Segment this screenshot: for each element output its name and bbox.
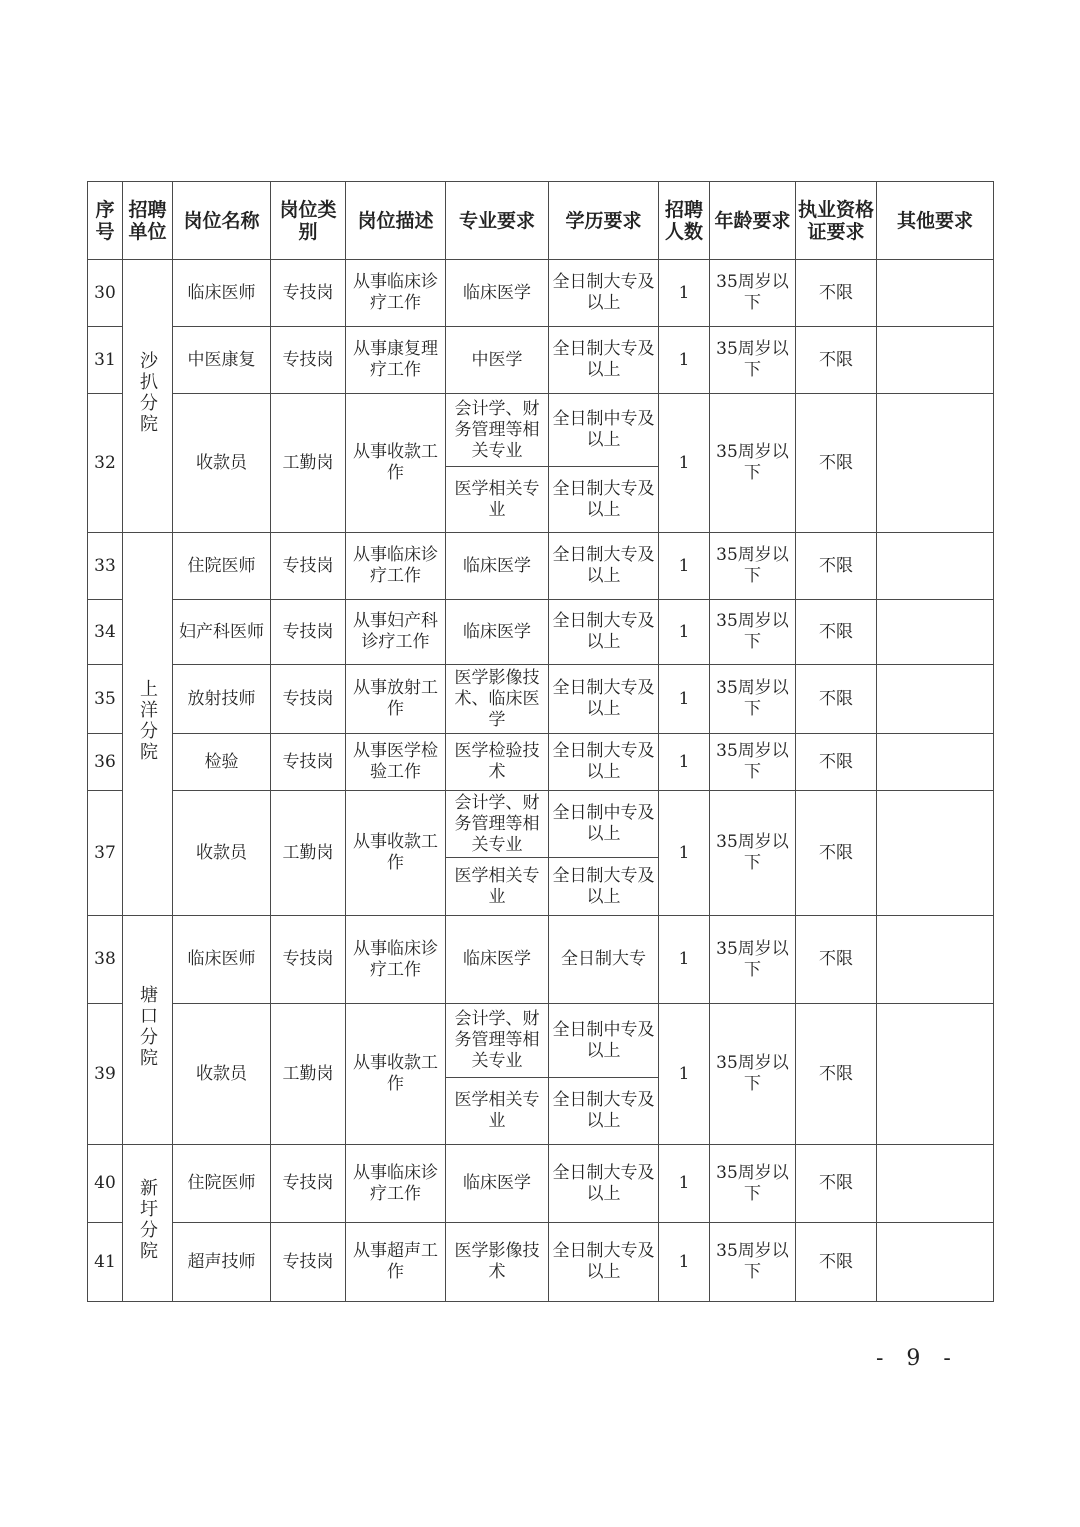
other-requirement [877, 665, 994, 734]
major-requirement: 医学检验技术 [446, 734, 549, 791]
age-requirement: 35周岁以下 [710, 600, 796, 665]
post-name: 妇产科医师 [173, 600, 271, 665]
header-no: 序号 [88, 182, 123, 260]
cert-requirement: 不限 [796, 1004, 877, 1145]
header-count: 招聘人数 [659, 182, 710, 260]
other-requirement [877, 327, 994, 394]
age-requirement: 35周岁以下 [710, 1004, 796, 1145]
post-description: 从事收款工作 [346, 1004, 446, 1145]
major-requirement: 临床医学 [446, 600, 549, 665]
major-requirement: 中医学 [446, 327, 549, 394]
header-post-name: 岗位名称 [173, 182, 271, 260]
education-requirement: 全日制大专及以上 [549, 327, 659, 394]
post-description: 从事收款工作 [346, 791, 446, 916]
major-requirement: 医学影像技术 [446, 1223, 549, 1302]
hire-count: 1 [659, 734, 710, 791]
cert-requirement: 不限 [796, 1223, 877, 1302]
post-type: 工勤岗 [271, 1004, 346, 1145]
unit-label: 上洋分院 [137, 679, 158, 763]
post-description: 从事收款工作 [346, 394, 446, 533]
age-requirement: 35周岁以下 [710, 1223, 796, 1302]
major-requirement: 临床医学 [446, 260, 549, 327]
post-type: 专技岗 [271, 665, 346, 734]
age-requirement: 35周岁以下 [710, 327, 796, 394]
header-row [88, 182, 994, 260]
table-row [88, 791, 994, 858]
post-type: 专技岗 [271, 533, 346, 600]
education-requirement: 全日制大专及以上 [549, 467, 659, 533]
table-row [88, 734, 994, 791]
education-requirement: 全日制大专及以上 [549, 1078, 659, 1145]
age-requirement: 35周岁以下 [710, 665, 796, 734]
unit-cell [123, 260, 173, 533]
post-name: 临床医师 [173, 260, 271, 327]
hire-count: 1 [659, 1223, 710, 1302]
header-description: 岗位描述 [346, 182, 446, 260]
row-no: 33 [88, 533, 123, 600]
post-type: 工勤岗 [271, 394, 346, 533]
table-row [88, 533, 994, 600]
post-type: 专技岗 [271, 600, 346, 665]
post-type: 专技岗 [271, 327, 346, 394]
recruitment-table [87, 181, 994, 1302]
unit-label: 塘口分院 [137, 985, 158, 1069]
table-row [88, 1223, 994, 1302]
unit-cell [123, 916, 173, 1145]
post-type: 专技岗 [271, 1223, 346, 1302]
post-type: 专技岗 [271, 916, 346, 1004]
post-description: 从事临床诊疗工作 [346, 916, 446, 1004]
post-name: 收款员 [173, 394, 271, 533]
other-requirement [877, 791, 994, 916]
hire-count: 1 [659, 665, 710, 734]
post-name: 住院医师 [173, 533, 271, 600]
unit-cell [123, 533, 173, 916]
row-no: 37 [88, 791, 123, 916]
page-number: - 9 - [876, 1346, 959, 1371]
row-no: 36 [88, 734, 123, 791]
header-post-type: 岗位类别 [271, 182, 346, 260]
table-row [88, 327, 994, 394]
cert-requirement: 不限 [796, 916, 877, 1004]
education-requirement: 全日制大专及以上 [549, 734, 659, 791]
major-requirement: 会计学、财务管理等相关专业 [446, 394, 549, 467]
post-description: 从事医学检验工作 [346, 734, 446, 791]
post-name: 放射技师 [173, 665, 271, 734]
hire-count: 1 [659, 600, 710, 665]
unit-label: 沙扒分院 [137, 351, 158, 435]
cert-requirement: 不限 [796, 665, 877, 734]
age-requirement: 35周岁以下 [710, 533, 796, 600]
hire-count: 1 [659, 394, 710, 533]
education-requirement: 全日制大专 [549, 916, 659, 1004]
hire-count: 1 [659, 916, 710, 1004]
education-requirement: 全日制大专及以上 [549, 600, 659, 665]
cert-requirement: 不限 [796, 600, 877, 665]
age-requirement: 35周岁以下 [710, 1145, 796, 1223]
age-requirement: 35周岁以下 [710, 260, 796, 327]
header-education: 学历要求 [549, 182, 659, 260]
post-type: 专技岗 [271, 1145, 346, 1223]
post-type: 专技岗 [271, 734, 346, 791]
cert-requirement: 不限 [796, 394, 877, 533]
cert-requirement: 不限 [796, 1145, 877, 1223]
major-requirement: 会计学、财务管理等相关专业 [446, 791, 549, 858]
row-no: 41 [88, 1223, 123, 1302]
row-no: 38 [88, 916, 123, 1004]
post-name: 超声技师 [173, 1223, 271, 1302]
post-description: 从事临床诊疗工作 [346, 260, 446, 327]
cert-requirement: 不限 [796, 791, 877, 916]
row-no: 32 [88, 394, 123, 533]
other-requirement [877, 600, 994, 665]
post-description: 从事临床诊疗工作 [346, 1145, 446, 1223]
post-description: 从事超声工作 [346, 1223, 446, 1302]
row-no: 40 [88, 1145, 123, 1223]
other-requirement [877, 260, 994, 327]
post-description: 从事临床诊疗工作 [346, 533, 446, 600]
cert-requirement: 不限 [796, 533, 877, 600]
education-requirement: 全日制中专及以上 [549, 1004, 659, 1078]
major-requirement: 临床医学 [446, 533, 549, 600]
header-cert: 执业资格证要求 [796, 182, 877, 260]
row-no: 34 [88, 600, 123, 665]
other-requirement [877, 1004, 994, 1145]
row-no: 31 [88, 327, 123, 394]
table-row [88, 1004, 994, 1078]
table-row [88, 665, 994, 734]
education-requirement: 全日制大专及以上 [549, 665, 659, 734]
hire-count: 1 [659, 791, 710, 916]
header-unit: 招聘单位 [123, 182, 173, 260]
post-description: 从事妇产科诊疗工作 [346, 600, 446, 665]
table-row [88, 600, 994, 665]
major-requirement: 临床医学 [446, 1145, 549, 1223]
post-name: 检验 [173, 734, 271, 791]
major-requirement: 临床医学 [446, 916, 549, 1004]
post-type: 工勤岗 [271, 791, 346, 916]
age-requirement: 35周岁以下 [710, 791, 796, 916]
education-requirement: 全日制大专及以上 [549, 858, 659, 916]
education-requirement: 全日制大专及以上 [549, 1145, 659, 1223]
table-row [88, 916, 994, 1004]
other-requirement [877, 1223, 994, 1302]
education-requirement: 全日制大专及以上 [549, 260, 659, 327]
hire-count: 1 [659, 1004, 710, 1145]
row-no: 39 [88, 1004, 123, 1145]
post-name: 住院医师 [173, 1145, 271, 1223]
cert-requirement: 不限 [796, 327, 877, 394]
row-no: 30 [88, 260, 123, 327]
education-requirement: 全日制大专及以上 [549, 1223, 659, 1302]
hire-count: 1 [659, 1145, 710, 1223]
major-requirement: 会计学、财务管理等相关专业 [446, 1004, 549, 1078]
cert-requirement: 不限 [796, 734, 877, 791]
hire-count: 1 [659, 327, 710, 394]
table-row [88, 1145, 994, 1223]
post-type: 专技岗 [271, 260, 346, 327]
other-requirement [877, 916, 994, 1004]
header-age: 年龄要求 [710, 182, 796, 260]
age-requirement: 35周岁以下 [710, 916, 796, 1004]
major-requirement: 医学相关专业 [446, 858, 549, 916]
cert-requirement: 不限 [796, 260, 877, 327]
age-requirement: 35周岁以下 [710, 734, 796, 791]
education-requirement: 全日制中专及以上 [549, 791, 659, 858]
post-description: 从事放射工作 [346, 665, 446, 734]
post-name: 临床医师 [173, 916, 271, 1004]
post-name: 中医康复 [173, 327, 271, 394]
major-requirement: 医学相关专业 [446, 467, 549, 533]
post-name: 收款员 [173, 791, 271, 916]
education-requirement: 全日制大专及以上 [549, 533, 659, 600]
hire-count: 1 [659, 533, 710, 600]
age-requirement: 35周岁以下 [710, 394, 796, 533]
other-requirement [877, 734, 994, 791]
post-description: 从事康复理疗工作 [346, 327, 446, 394]
education-requirement: 全日制中专及以上 [549, 394, 659, 467]
table-row [88, 394, 994, 467]
row-no: 35 [88, 665, 123, 734]
header-major: 专业要求 [446, 182, 549, 260]
other-requirement [877, 533, 994, 600]
major-requirement: 医学相关专业 [446, 1078, 549, 1145]
post-name: 收款员 [173, 1004, 271, 1145]
major-requirement: 医学影像技术、临床医学 [446, 665, 549, 734]
other-requirement [877, 1145, 994, 1223]
other-requirement [877, 394, 994, 533]
hire-count: 1 [659, 260, 710, 327]
table-row [88, 260, 994, 327]
unit-label: 新圩分院 [137, 1178, 158, 1262]
header-other: 其他要求 [877, 182, 994, 260]
unit-cell [123, 1145, 173, 1302]
